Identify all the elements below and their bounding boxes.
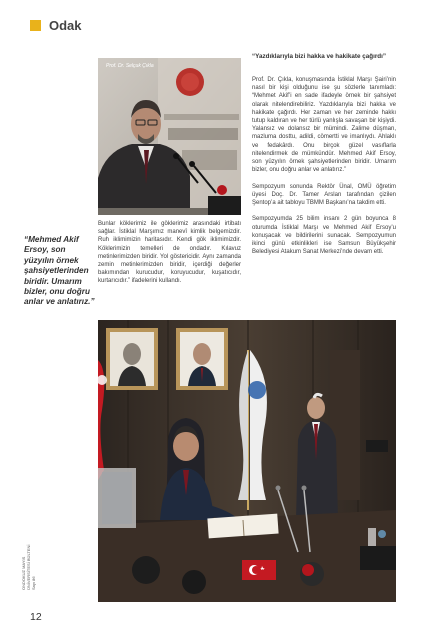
section-marker (30, 20, 41, 31)
right-paragraph-3: Sempozyumda 25 bilim insanı 2 gün boyunca 8 oturumda İstiklal Marşı ve Mehmed Akif Ersoy’u konuşacak ve bildirilerini sunacak. Sempozyumun ikinci günü etkinlikleri ise Samsun Büyükşehir Belediyesi Atakum Sanat Merkezi’nde devam etti. (252, 216, 396, 256)
issue-number: Sayı 86 (31, 576, 36, 590)
right-paragraph-1: Prof. Dr. Çıkla, konuşmasında İstiklal Marşı Şairi’nin nasıl bir kişi olduğunu ise şu sözlerle tanımladı: “Mehmet Akif’i en sade ifadeyle örnek bir şahsiyet olarak nitelendirebiliriz. Yazdıklarıyla bizi hakka ve hakikate çağırdı. Her zaman ve her zeminde hakkı tutup kaldıran ve her türlü yanlışla savaşan bir kişiydi. Yalansız ve dolansız bir mümindi. Zalime düşman, mazluma dosttu, adildi, cömertti ve imanlıydı. Ahlaklı ve fedakârdı. Onu birçok güzel vasıflarla nitelendirmek de mümkündür. Mehmed Akif Ersoy, son yüzyılın örnek şahsiyetlerinden biridir. Umarım bizler, onu doğru anlar ve anlatırız.” (252, 77, 396, 174)
publication-name: ONDOKUZ MAYIS (21, 556, 26, 590)
right-column-text (252, 76, 396, 256)
speaker-photo (98, 58, 241, 215)
page-number: 12 (30, 611, 42, 623)
signing-photo (98, 320, 396, 602)
pull-quote: “Mehmed Akif Ersoy, son yüzyılın örnek şahsiyetlerinden biridir. Umarım bizler, onu doğru anlar ve anlatırız.” (24, 235, 95, 307)
section-title: Odak (49, 18, 82, 33)
left-paragraph: Bunlar köklerimiz ile göklerimiz arasındaki irtibatı sağlar. İstiklal Marşımız manevî kimlik belgemizdir. Ruh iklimimizin haritasıdır. Kendi gök iklimimizdir. Köklerimizin temelleri de ondadır. Kılavuz metinlerimizden biridir. Yol göstericidir. Aynı zamanda zemin metinlerimizden biridir, içerdiği değerler bakımından kurucudur, koruyucudur, kuşatıcıdır, kurtarıcıdır.” ifadelerini kullandı. (98, 221, 241, 285)
publication-label (21, 545, 36, 591)
publication-subtitle: ÜNİVERSİTESİ BÜLTENİ (26, 544, 31, 590)
section-header (30, 18, 82, 33)
speaker-photo-image (98, 58, 241, 215)
right-paragraph-2: Sempozyum sonunda Rektör Ünal, OMÜ öğretim üyesi Doç. Dr. Tamer Arslan tarafından çizilen Şentop’a ait tabloyu TBMM Başkanı’na takdim etti. (252, 183, 396, 207)
left-column-text (98, 220, 241, 286)
photo-caption: Prof. Dr. Selçuk Çıkla (106, 63, 154, 69)
signing-photo-image (98, 320, 396, 602)
column-heading: “Yazdıklarıyla bizi hakka ve hakikate çağırdı” (252, 53, 387, 60)
